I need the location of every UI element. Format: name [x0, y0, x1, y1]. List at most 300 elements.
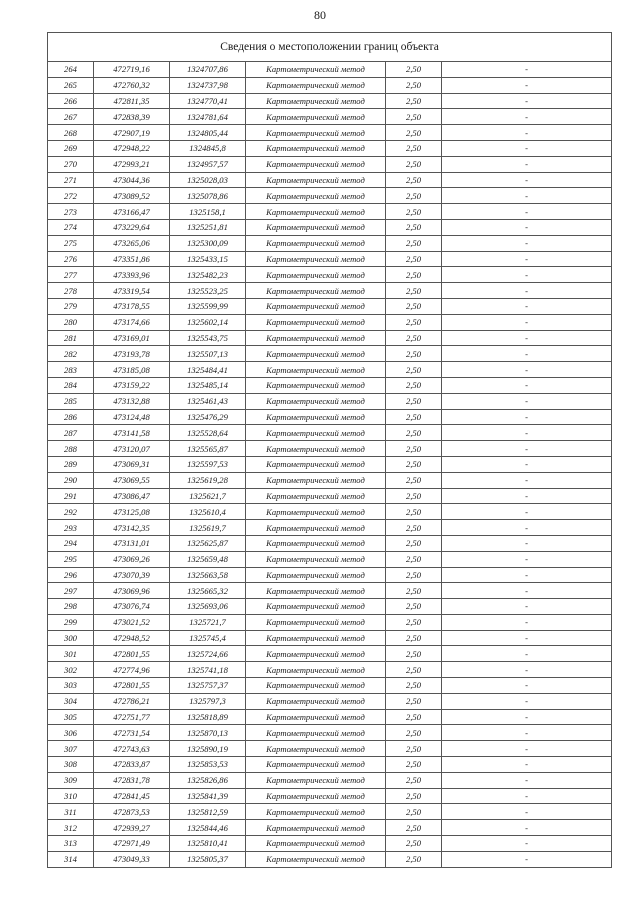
description-cell: -: [442, 62, 612, 78]
method-cell: Картометрический метод: [246, 599, 386, 615]
table-row: [48, 488, 612, 504]
table-row: [48, 314, 612, 330]
table-row: [48, 709, 612, 725]
coordinate-y-cell: 1325599,99: [170, 298, 246, 314]
method-cell: Картометрический метод: [246, 346, 386, 362]
description-cell: -: [442, 93, 612, 109]
point-number-cell: 269: [48, 140, 94, 156]
coordinate-y-cell: 1325484,41: [170, 362, 246, 378]
point-number-cell: 288: [48, 441, 94, 457]
description-cell: -: [442, 709, 612, 725]
table-row: [48, 535, 612, 551]
coordinate-y-cell: 1325625,87: [170, 535, 246, 551]
accuracy-cell: 2,50: [386, 709, 442, 725]
boundary-table: [47, 32, 612, 868]
accuracy-cell: 2,50: [386, 741, 442, 757]
coordinate-y-cell: 1325870,13: [170, 725, 246, 741]
coordinate-x-cell: 473069,96: [94, 583, 170, 599]
coordinate-y-cell: 1324707,86: [170, 62, 246, 78]
method-cell: Картометрический метод: [246, 377, 386, 393]
accuracy-cell: 2,50: [386, 535, 442, 551]
description-cell: -: [442, 267, 612, 283]
table-row: [48, 330, 612, 346]
table-row: [48, 678, 612, 694]
method-cell: Картометрический метод: [246, 725, 386, 741]
point-number-cell: 273: [48, 204, 94, 220]
table-row: [48, 583, 612, 599]
description-cell: -: [442, 504, 612, 520]
accuracy-cell: 2,50: [386, 251, 442, 267]
point-number-cell: 308: [48, 757, 94, 773]
method-cell: Картометрический метод: [246, 456, 386, 472]
description-cell: -: [442, 520, 612, 536]
accuracy-cell: 2,50: [386, 441, 442, 457]
method-cell: Картометрический метод: [246, 93, 386, 109]
point-number-cell: 291: [48, 488, 94, 504]
point-number-cell: 272: [48, 188, 94, 204]
coordinate-x-cell: 472774,96: [94, 662, 170, 678]
coordinate-x-cell: 473229,64: [94, 219, 170, 235]
description-cell: -: [442, 757, 612, 773]
coordinate-x-cell: 473070,39: [94, 567, 170, 583]
method-cell: Картометрический метод: [246, 77, 386, 93]
method-cell: Картометрический метод: [246, 204, 386, 220]
description-cell: -: [442, 188, 612, 204]
method-cell: Картометрический метод: [246, 188, 386, 204]
accuracy-cell: 2,50: [386, 62, 442, 78]
coordinate-x-cell: 472719,16: [94, 62, 170, 78]
description-cell: -: [442, 77, 612, 93]
coordinate-x-cell: 473319,54: [94, 283, 170, 299]
table-row: [48, 251, 612, 267]
coordinate-x-cell: 473069,31: [94, 456, 170, 472]
accuracy-cell: 2,50: [386, 788, 442, 804]
coordinate-x-cell: 472948,22: [94, 140, 170, 156]
accuracy-cell: 2,50: [386, 362, 442, 378]
table-row: [48, 456, 612, 472]
table-row: [48, 188, 612, 204]
method-cell: Картометрический метод: [246, 583, 386, 599]
point-number-cell: 310: [48, 788, 94, 804]
description-cell: -: [442, 330, 612, 346]
coordinate-x-cell: 472760,32: [94, 77, 170, 93]
table-row: [48, 298, 612, 314]
coordinate-x-cell: 473086,47: [94, 488, 170, 504]
coordinate-y-cell: 1325745,4: [170, 630, 246, 646]
description-cell: -: [442, 140, 612, 156]
method-cell: Картометрический метод: [246, 219, 386, 235]
table-row: [48, 156, 612, 172]
method-cell: Картометрический метод: [246, 488, 386, 504]
coordinate-x-cell: 472873,53: [94, 804, 170, 820]
description-cell: -: [442, 456, 612, 472]
point-number-cell: 281: [48, 330, 94, 346]
table-row: [48, 472, 612, 488]
method-cell: Картометрический метод: [246, 567, 386, 583]
point-number-cell: 296: [48, 567, 94, 583]
method-cell: Картометрический метод: [246, 614, 386, 630]
coordinate-y-cell: 1325602,14: [170, 314, 246, 330]
point-number-cell: 299: [48, 614, 94, 630]
table-row: [48, 267, 612, 283]
accuracy-cell: 2,50: [386, 614, 442, 630]
description-cell: -: [442, 219, 612, 235]
accuracy-cell: 2,50: [386, 772, 442, 788]
point-number-cell: 266: [48, 93, 94, 109]
table-row: [48, 614, 612, 630]
coordinate-y-cell: 1324737,98: [170, 77, 246, 93]
coordinate-y-cell: 1325665,32: [170, 583, 246, 599]
coordinate-y-cell: 1325721,7: [170, 614, 246, 630]
method-cell: Картометрический метод: [246, 551, 386, 567]
point-number-cell: 302: [48, 662, 94, 678]
accuracy-cell: 2,50: [386, 599, 442, 615]
table-row: [48, 772, 612, 788]
accuracy-cell: 2,50: [386, 646, 442, 662]
coordinate-x-cell: 472811,35: [94, 93, 170, 109]
coordinate-y-cell: 1325826,86: [170, 772, 246, 788]
point-number-cell: 267: [48, 109, 94, 125]
coordinate-y-cell: 1325693,06: [170, 599, 246, 615]
point-number-cell: 284: [48, 377, 94, 393]
point-number-cell: 294: [48, 535, 94, 551]
method-cell: Картометрический метод: [246, 535, 386, 551]
coordinate-y-cell: 1325251,81: [170, 219, 246, 235]
point-number-cell: 286: [48, 409, 94, 425]
accuracy-cell: 2,50: [386, 204, 442, 220]
method-cell: Картометрический метод: [246, 425, 386, 441]
table-row: [48, 409, 612, 425]
table-row: [48, 346, 612, 362]
description-cell: -: [442, 551, 612, 567]
accuracy-cell: 2,50: [386, 820, 442, 836]
table-row: [48, 820, 612, 836]
accuracy-cell: 2,50: [386, 836, 442, 852]
point-number-cell: 295: [48, 551, 94, 567]
method-cell: Картометрический метод: [246, 804, 386, 820]
method-cell: Картометрический метод: [246, 314, 386, 330]
coordinate-y-cell: 1325841,39: [170, 788, 246, 804]
point-number-cell: 314: [48, 851, 94, 867]
table-row: [48, 804, 612, 820]
point-number-cell: 298: [48, 599, 94, 615]
point-number-cell: 293: [48, 520, 94, 536]
coordinate-x-cell: 473069,26: [94, 551, 170, 567]
point-number-cell: 271: [48, 172, 94, 188]
accuracy-cell: 2,50: [386, 172, 442, 188]
coordinate-x-cell: 473141,58: [94, 425, 170, 441]
coordinate-y-cell: 1325461,43: [170, 393, 246, 409]
accuracy-cell: 2,50: [386, 456, 442, 472]
method-cell: Картометрический метод: [246, 504, 386, 520]
coordinate-y-cell: 1325158,1: [170, 204, 246, 220]
accuracy-cell: 2,50: [386, 662, 442, 678]
method-cell: Картометрический метод: [246, 172, 386, 188]
coordinate-y-cell: 1325659,48: [170, 551, 246, 567]
coordinate-x-cell: 473169,01: [94, 330, 170, 346]
accuracy-cell: 2,50: [386, 504, 442, 520]
coordinate-x-cell: 473044,36: [94, 172, 170, 188]
description-cell: -: [442, 599, 612, 615]
coordinate-x-cell: 473125,08: [94, 504, 170, 520]
table-row: [48, 567, 612, 583]
table-row: [48, 219, 612, 235]
table-row: [48, 93, 612, 109]
point-number-cell: 283: [48, 362, 94, 378]
coordinate-y-cell: 1325485,14: [170, 377, 246, 393]
coordinate-x-cell: 473193,78: [94, 346, 170, 362]
method-cell: Картометрический метод: [246, 109, 386, 125]
accuracy-cell: 2,50: [386, 140, 442, 156]
table-row: [48, 520, 612, 536]
table-row: [48, 662, 612, 678]
point-number-cell: 287: [48, 425, 94, 441]
coordinate-x-cell: 473351,86: [94, 251, 170, 267]
table-row: [48, 441, 612, 457]
coordinate-x-cell: 473076,74: [94, 599, 170, 615]
point-number-cell: 270: [48, 156, 94, 172]
table-row: [48, 62, 612, 78]
coordinate-y-cell: 1325078,86: [170, 188, 246, 204]
point-number-cell: 279: [48, 298, 94, 314]
method-cell: Картометрический метод: [246, 267, 386, 283]
description-cell: -: [442, 409, 612, 425]
description-cell: -: [442, 283, 612, 299]
method-cell: Картометрический метод: [246, 362, 386, 378]
coordinate-x-cell: 473120,07: [94, 441, 170, 457]
accuracy-cell: 2,50: [386, 693, 442, 709]
coordinate-y-cell: 1325812,59: [170, 804, 246, 820]
method-cell: Картометрический метод: [246, 693, 386, 709]
coordinate-x-cell: 473131,01: [94, 535, 170, 551]
coordinate-x-cell: 472831,78: [94, 772, 170, 788]
description-cell: -: [442, 488, 612, 504]
coordinate-y-cell: 1325853,53: [170, 757, 246, 773]
point-number-cell: 292: [48, 504, 94, 520]
method-cell: Картометрический метод: [246, 441, 386, 457]
table-body: [48, 62, 612, 868]
coordinate-x-cell: 472907,19: [94, 125, 170, 141]
table-row: [48, 788, 612, 804]
coordinate-x-cell: 473178,55: [94, 298, 170, 314]
coordinate-y-cell: 1325805,37: [170, 851, 246, 867]
point-number-cell: 309: [48, 772, 94, 788]
accuracy-cell: 2,50: [386, 804, 442, 820]
table-row: [48, 125, 612, 141]
coordinate-y-cell: 1325528,64: [170, 425, 246, 441]
method-cell: Картометрический метод: [246, 836, 386, 852]
table-row: [48, 757, 612, 773]
accuracy-cell: 2,50: [386, 583, 442, 599]
coordinate-x-cell: 472801,55: [94, 646, 170, 662]
table-row: [48, 109, 612, 125]
method-cell: Картометрический метод: [246, 678, 386, 694]
table-row: [48, 693, 612, 709]
method-cell: Картометрический метод: [246, 741, 386, 757]
coordinate-x-cell: 473265,06: [94, 235, 170, 251]
accuracy-cell: 2,50: [386, 125, 442, 141]
point-number-cell: 282: [48, 346, 94, 362]
coordinate-y-cell: 1324770,41: [170, 93, 246, 109]
coordinate-y-cell: 1325741,18: [170, 662, 246, 678]
table-row: [48, 646, 612, 662]
coordinate-y-cell: 1325523,25: [170, 283, 246, 299]
description-cell: -: [442, 109, 612, 125]
table-row: [48, 362, 612, 378]
table-row: [48, 504, 612, 520]
coordinate-y-cell: 1324845,8: [170, 140, 246, 156]
point-number-cell: 275: [48, 235, 94, 251]
table-row: [48, 741, 612, 757]
description-cell: -: [442, 630, 612, 646]
coordinate-y-cell: 1325476,29: [170, 409, 246, 425]
coordinate-x-cell: 473159,22: [94, 377, 170, 393]
table-row: [48, 599, 612, 615]
accuracy-cell: 2,50: [386, 267, 442, 283]
method-cell: Картометрический метод: [246, 646, 386, 662]
coordinate-x-cell: 472833,87: [94, 757, 170, 773]
method-cell: Картометрический метод: [246, 662, 386, 678]
coordinate-y-cell: 1325663,58: [170, 567, 246, 583]
accuracy-cell: 2,50: [386, 725, 442, 741]
table-row: [48, 77, 612, 93]
coordinate-x-cell: 473393,96: [94, 267, 170, 283]
method-cell: Картометрический метод: [246, 393, 386, 409]
description-cell: -: [442, 125, 612, 141]
table-row: [48, 630, 612, 646]
description-cell: -: [442, 235, 612, 251]
table-row: [48, 283, 612, 299]
description-cell: -: [442, 836, 612, 852]
accuracy-cell: 2,50: [386, 567, 442, 583]
coordinate-x-cell: 473089,52: [94, 188, 170, 204]
method-cell: Картометрический метод: [246, 140, 386, 156]
description-cell: -: [442, 851, 612, 867]
description-cell: -: [442, 820, 612, 836]
coordinate-x-cell: 472838,39: [94, 109, 170, 125]
table-row: [48, 551, 612, 567]
coordinate-y-cell: 1325028,03: [170, 172, 246, 188]
coordinate-y-cell: 1325482,23: [170, 267, 246, 283]
point-number-cell: 301: [48, 646, 94, 662]
description-cell: -: [442, 472, 612, 488]
coordinate-x-cell: 472786,21: [94, 693, 170, 709]
coordinate-y-cell: 1324781,64: [170, 109, 246, 125]
method-cell: Картометрический метод: [246, 630, 386, 646]
method-cell: Картометрический метод: [246, 788, 386, 804]
point-number-cell: 304: [48, 693, 94, 709]
point-number-cell: 311: [48, 804, 94, 820]
description-cell: -: [442, 251, 612, 267]
accuracy-cell: 2,50: [386, 425, 442, 441]
coordinate-x-cell: 473132,88: [94, 393, 170, 409]
page-number: 80: [314, 8, 326, 22]
coordinate-x-cell: 473185,08: [94, 362, 170, 378]
accuracy-cell: 2,50: [386, 409, 442, 425]
method-cell: Картометрический метод: [246, 62, 386, 78]
coordinate-y-cell: 1325757,37: [170, 678, 246, 694]
description-cell: -: [442, 646, 612, 662]
method-cell: Картометрический метод: [246, 520, 386, 536]
description-cell: -: [442, 583, 612, 599]
accuracy-cell: 2,50: [386, 551, 442, 567]
point-number-cell: 265: [48, 77, 94, 93]
description-cell: -: [442, 172, 612, 188]
point-number-cell: 268: [48, 125, 94, 141]
accuracy-cell: 2,50: [386, 520, 442, 536]
point-number-cell: 297: [48, 583, 94, 599]
table-row: [48, 836, 612, 852]
table-row: [48, 377, 612, 393]
method-cell: Картометрический метод: [246, 283, 386, 299]
coordinate-x-cell: 472731,54: [94, 725, 170, 741]
table-row: [48, 725, 612, 741]
description-cell: -: [442, 693, 612, 709]
coordinate-y-cell: 1325543,75: [170, 330, 246, 346]
point-number-cell: 312: [48, 820, 94, 836]
accuracy-cell: 2,50: [386, 283, 442, 299]
coordinate-x-cell: 473069,55: [94, 472, 170, 488]
coordinate-y-cell: 1324805,44: [170, 125, 246, 141]
description-cell: -: [442, 614, 612, 630]
method-cell: Картометрический метод: [246, 330, 386, 346]
coordinate-y-cell: 1325300,09: [170, 235, 246, 251]
method-cell: Картометрический метод: [246, 851, 386, 867]
description-cell: -: [442, 788, 612, 804]
point-number-cell: 290: [48, 472, 94, 488]
accuracy-cell: 2,50: [386, 330, 442, 346]
coordinate-x-cell: 472801,55: [94, 678, 170, 694]
point-number-cell: 277: [48, 267, 94, 283]
accuracy-cell: 2,50: [386, 219, 442, 235]
boundary-table-sheet: [47, 32, 611, 868]
coordinate-x-cell: 473166,47: [94, 204, 170, 220]
accuracy-cell: 2,50: [386, 156, 442, 172]
description-cell: -: [442, 393, 612, 409]
coordinate-x-cell: 473174,66: [94, 314, 170, 330]
coordinate-y-cell: 1325818,89: [170, 709, 246, 725]
table-row: [48, 851, 612, 867]
description-cell: -: [442, 741, 612, 757]
method-cell: Картометрический метод: [246, 709, 386, 725]
coordinate-y-cell: 1325565,87: [170, 441, 246, 457]
coordinate-y-cell: 1325619,7: [170, 520, 246, 536]
coordinate-y-cell: 1325597,53: [170, 456, 246, 472]
description-cell: -: [442, 804, 612, 820]
description-cell: -: [442, 298, 612, 314]
description-cell: -: [442, 425, 612, 441]
coordinate-x-cell: 472993,21: [94, 156, 170, 172]
description-cell: -: [442, 156, 612, 172]
point-number-cell: 276: [48, 251, 94, 267]
point-number-cell: 300: [48, 630, 94, 646]
point-number-cell: 289: [48, 456, 94, 472]
method-cell: Картометрический метод: [246, 298, 386, 314]
accuracy-cell: 2,50: [386, 472, 442, 488]
coordinate-x-cell: 473021,52: [94, 614, 170, 630]
point-number-cell: 285: [48, 393, 94, 409]
coordinate-y-cell: 1325844,46: [170, 820, 246, 836]
point-number-cell: 280: [48, 314, 94, 330]
method-cell: Картометрический метод: [246, 251, 386, 267]
accuracy-cell: 2,50: [386, 298, 442, 314]
coordinate-x-cell: 472751,77: [94, 709, 170, 725]
description-cell: -: [442, 662, 612, 678]
point-number-cell: 305: [48, 709, 94, 725]
accuracy-cell: 2,50: [386, 77, 442, 93]
accuracy-cell: 2,50: [386, 188, 442, 204]
coordinate-y-cell: 1325621,7: [170, 488, 246, 504]
